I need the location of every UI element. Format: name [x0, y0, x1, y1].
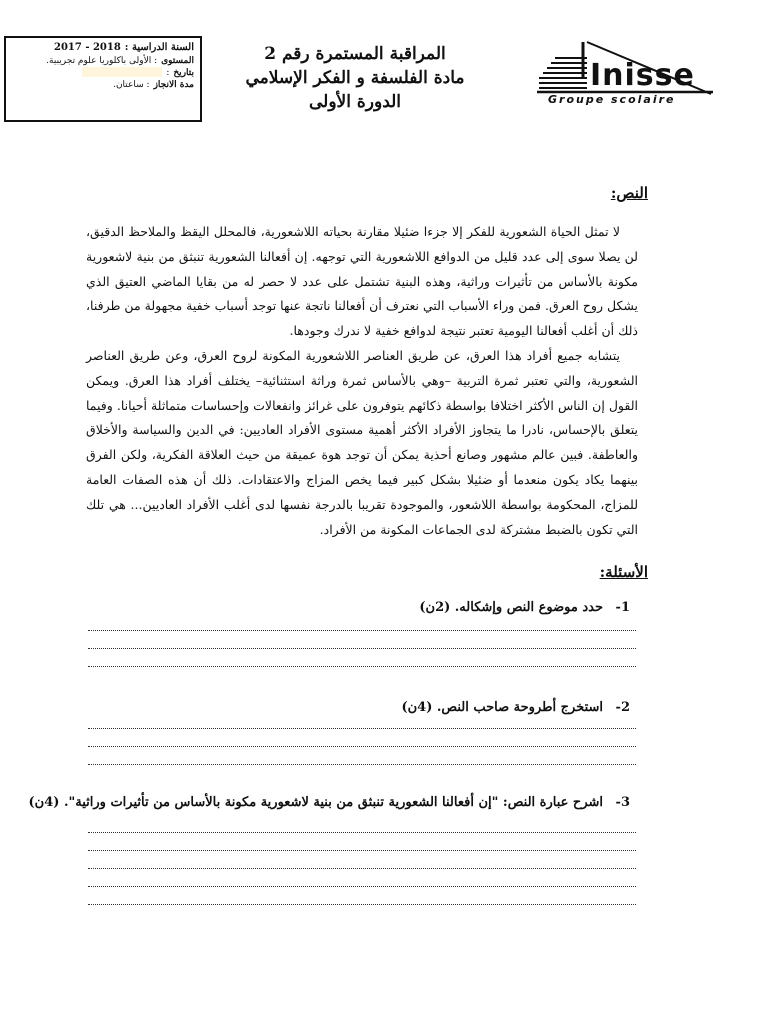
answer-area-2[interactable] — [88, 728, 636, 782]
level-value: : الأولى باكلوريا علوم تجريبية. — [46, 55, 158, 66]
school-year-label: السنة الدراسية : — [124, 42, 194, 53]
question-text: استخرج أطروحة صاحب النص. (4ن) — [401, 700, 604, 715]
date-row — [12, 67, 194, 79]
duration-label: مدة الانجاز — [153, 79, 194, 90]
answer-line[interactable] — [88, 832, 636, 833]
answer-line[interactable] — [88, 648, 636, 649]
questions-heading: الأسئلة: — [599, 563, 648, 581]
question-2 — [401, 700, 630, 715]
question-number: 1- — [615, 600, 630, 615]
duration-value: : ساعتان. — [113, 79, 150, 90]
question-3 — [29, 795, 630, 810]
question-text: اشرح عبارة النص: "إن أفعالنا الشعورية تنبثق من بنية لاشعورية مكونة بالأساس من تأثيرات وراثية". (4ن) — [28, 795, 604, 810]
answer-area-1[interactable] — [88, 630, 636, 684]
answer-area-3[interactable] — [88, 832, 636, 922]
school-logo-name: Inisse — [590, 58, 695, 93]
text-body — [86, 220, 638, 542]
school-year-row — [12, 41, 194, 55]
answer-line[interactable] — [88, 666, 636, 667]
subject-title: مادة الفلسفة و الفكر الإسلامي — [245, 68, 465, 88]
date-label: بتاريخ — [173, 67, 194, 78]
exam-titles — [230, 42, 480, 114]
question-text: حدد موضوع النص وإشكاله. (2ن) — [419, 600, 604, 615]
level-label: المستوى — [161, 55, 194, 66]
answer-line[interactable] — [88, 764, 636, 765]
date-value: : — [166, 67, 170, 78]
duration-row — [12, 79, 194, 91]
level-row — [12, 55, 194, 67]
answer-line[interactable] — [88, 728, 636, 729]
question-number: 3- — [615, 795, 630, 810]
answer-line[interactable] — [88, 886, 636, 887]
question-1 — [419, 600, 630, 615]
school-logo-subtitle: Groupe scolaire — [548, 93, 676, 106]
text-heading: النص: — [610, 184, 648, 202]
text-paragraph: لا تمثل الحياة الشعورية للفكر إلا جزءا ضئيلا مقارنة بحياته اللاشعورية، فالمحلل اليقظ والملاحظ الدقيق، لن يصلا سوى إلى عدد قليل من الدوافع اللاشعورية التي توجهه. إن أفعالنا الشعورية تنبثق من بنية لاشعورية مكونة بالأساس من تأثيرات وراثية، وهذه البنية تشتمل على عدد لا حصر له من بقايا الماضي العتيق الذي يشكل روح العرق. فمن وراء الأسباب التي نعترف أن أفعالنا ناتجة عنها توجد أسباب خفية مجهولة من طرفنا، ذلك أن أغلب أفعالنا اليومية تعتبر نتيجة لدوافع خفية لا ندرك وجودها. — [86, 224, 638, 339]
session-title: الدورة الأولى — [308, 92, 402, 112]
answer-line[interactable] — [88, 868, 636, 869]
exam-info-box — [4, 36, 202, 122]
answer-line[interactable] — [88, 904, 636, 905]
question-number: 2- — [615, 700, 630, 715]
date-highlight — [82, 67, 162, 77]
answer-line[interactable] — [88, 850, 636, 851]
answer-line[interactable] — [88, 746, 636, 747]
exam-title: المراقبة المستمرة رقم 2 — [264, 44, 446, 64]
answer-line[interactable] — [88, 630, 636, 631]
school-year-value: 2017 - 2018 — [54, 42, 121, 53]
text-paragraph: يتشابه جميع أفراد هذا العرق، عن طريق العناصر اللاشعورية المكونة لروح العرق، وعن طريق العناصر الشعورية، والتي تعتبر ثمرة التربية –وهي بالأساس ثمرة وراثة استثنائية– يختلف أفراد هذا العرق. ويمكن القول إن الناس الأكثر اختلافا بواسطة ذكائهم يتوفرون على غرائز وانفعالات وإحساسات متماثلة أحيانا. وفيما يتعلق بالإحساس، نادرا ما يتجاوز الأفراد الأكثر أهمية مستوى الأفراد العاديين: في الدين والسياسة والأخلاق والعاطفة. فبين عالم مشهور وصانع أحذية يمكن أن توجد هوة عميقة من حيث العلاقة الفكرية، ولكن الفرق بينهما يكاد يكون منعدما أو ضئيلا بشكل كبير فيما يخص المزاج والاعتقادات. ذلك أن هذه الصفات العامة للمزاج، المحكومة بواسطة اللاشعور، والموجودة تقريبا بالدرجة نفسها لدى أغلب الأفراد العاديين... هي تلك التي تكون بالضبط مشتركة لدى الجماعات المكونة من الأفراد. — [86, 347, 638, 537]
